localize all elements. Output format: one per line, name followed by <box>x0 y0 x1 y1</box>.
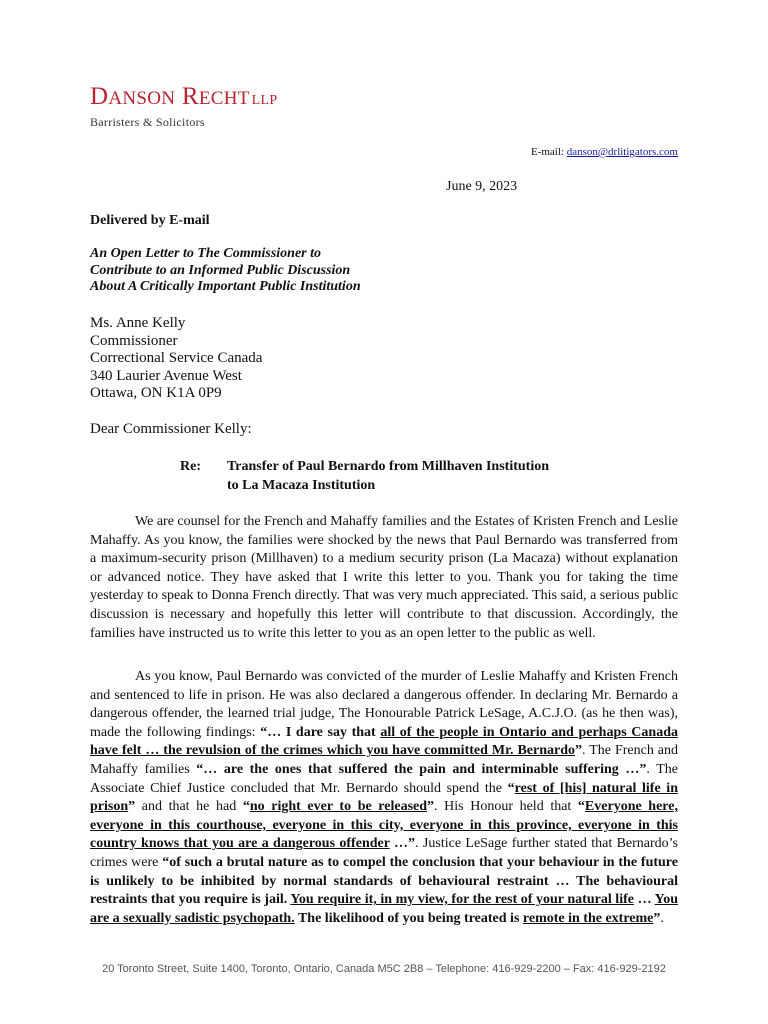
quote-underlined: remote in the extreme <box>522 910 654 926</box>
open-letter-title-line: Contribute to an Informed Public Discussion <box>90 262 351 278</box>
paragraph-1: We are counsel for the French and Mahaffy families and the Estates of Kristen French and Leslie Mahaffy. As you know, the families were shocked by the news that Paul Bernardo was transferred from a maximum-security prison (Millhaven) to a medium security prison (La Macaza) without explanation or advanced notice. They have asked that I write this letter to you. Thank you for taking the time yesterday to speak to Donna French directly. That was very much appreciated. This said, a serious public discussion is necessary and hopefully this letter will contribute to that discussion. Accordingly, the families have instructed us to write this letter to you as an open letter to the public as well. <box>90 514 678 641</box>
email-link[interactable]: danson@drlitigators.com <box>566 146 678 158</box>
quote-underlined: You are a sexually sadistic psychopath. <box>90 892 679 926</box>
paragraph-2: As you know, Paul Bernardo was convicted of the murder of Leslie Mahaffy and Kristen French and sentenced to life in prison. He was also declared a dangerous offender. In declaring Mr. Bernardo a dangerous offender, the learned trial judge, The Honourable Patrick LeSage, A.C.J.O. (as he then was), made the following findings: “… I dare say that all of the people in Ontario and perhaps Canada have felt … the revulsion of the crimes which you have committed Mr. Bernardo”. The French and Mahaffy families “… are the ones that suffered the pain and interminable suffering …”. The Associate Chief Justice concluded that Mr. Bernardo should spend the “rest of [his] natural life in prison” and that he had “no right ever to be released”. His Honour held that “Everyone here, everyone in this courthouse, everyone in this city, everyone in this province, everyone in this country knows that you are a dangerous offender …”. Justice LeSage further stated that Bernardo’s crimes were “of such a brutal nature as to compel the conclusion that your behaviour in the future is unlikely to be inhibited by normal standards of behavioural restraint … The behavioural restraints that you require is jail. You require it, in my view, for the rest of your natural life … You are a sexually sadistic psychopath. The likelihood of you being treated is remote in the extreme”. <box>90 669 679 926</box>
open-letter-title-line: An Open Letter to The Commissioner to <box>90 246 322 261</box>
re-line-1: Transfer of Paul Bernardo from Millhaven Institution <box>227 459 549 474</box>
firm-suffix: LLP <box>251 93 278 108</box>
letterhead <box>90 84 277 130</box>
open-letter-title <box>90 246 361 296</box>
re-label: Re: <box>180 459 201 474</box>
delivery-method: Delivered by E-mail <box>90 213 210 228</box>
email-label: E-mail: <box>530 146 564 158</box>
footer-address: 20 Toronto Street, Suite 1400, Toronto, Ontario, Canada M5C 2B8 – Telephone: 416-929-2200 – Fax: 416-929-2192 <box>102 963 666 975</box>
subject-line <box>180 457 549 495</box>
quote-underlined: You require it, in my view, for the rest of your natural life <box>290 892 634 908</box>
firm-subtitle: Barristers & Solicitors <box>90 115 205 129</box>
recipient-line: Ottawa, ON K1A 0P9 <box>90 385 222 401</box>
recipient-address <box>90 315 262 403</box>
re-line-2: to La Macaza Institution <box>227 478 376 493</box>
quote-underlined: rest of [his] natural life in prison <box>90 780 678 815</box>
quote-underlined: Everyone here, everyone in this courthouse, everyone in this city, everyone in this province, everyone in this country knows that you are a dangerous offender <box>90 799 678 852</box>
recipient-line: Ms. Anne Kelly <box>90 315 186 331</box>
firm-name: DANSON RECHT LLP <box>90 83 278 110</box>
email-line <box>531 146 678 158</box>
letter-date: June 9, 2023 <box>446 179 518 194</box>
open-letter-title-line: About A Critically Important Public Institution <box>90 279 361 294</box>
recipient-line: Correctional Service Canada <box>90 350 263 366</box>
salutation: Dear Commissioner Kelly: <box>90 421 252 437</box>
recipient-line: Commissioner <box>90 332 178 349</box>
quote-underlined: no right ever to be released <box>249 799 428 815</box>
quote-underlined: all of the people in Ontario and perhaps Canada have felt … the revulsion of the crimes which you have committed Mr. Bernardo <box>90 724 678 759</box>
recipient-line: 340 Laurier Avenue West <box>90 367 242 384</box>
